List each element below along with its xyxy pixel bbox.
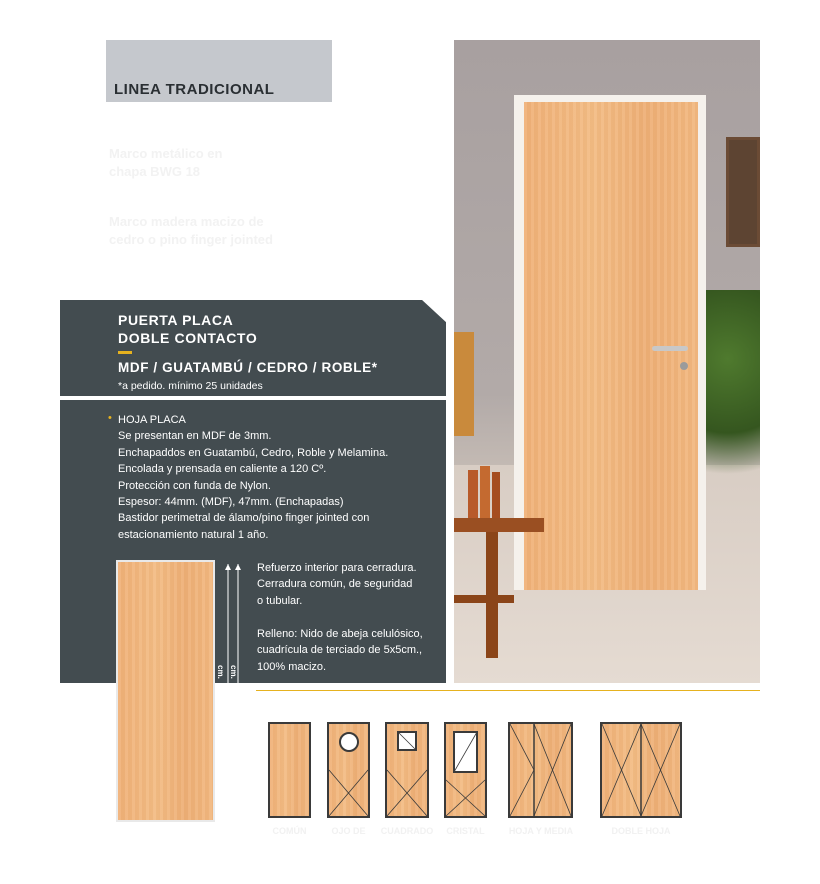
gold-divider [256,690,760,691]
book [468,470,478,518]
relleno-text: Relleno: Nido de abeja celulósico, cuadrícula de terciado de 5x5cm., 100% macizo. [257,628,423,673]
door-diagonals [446,724,485,816]
lamp-shade [454,332,474,436]
bullet-icon: • [108,412,112,424]
side-table-top [454,518,544,532]
door-variant-cuadrado [385,722,429,818]
frame-wood-text: Marco madera macizo de cedro o pino finger jointed [109,214,273,247]
hoja-line: Protección con funda de Nylon. [118,479,271,492]
variant-label: CRISTAL [446,826,485,836]
hoja-line: Encolada y prensada en caliente a 120 Cº. [118,463,327,476]
frame-metal-text: Marco metálico en chapa BWG 18 [109,146,223,179]
door-diagonals [602,724,680,816]
variant-label: COMÚN [272,826,307,836]
hoja-line: estacionamiento natural 1 año. [118,528,269,541]
hoja-line: Enchapaddos en Guatambú, Cedro, Roble y Melamina. [118,446,389,459]
variant-label: CUADRADO [380,826,434,836]
door-variant-doble-hoja [600,722,682,818]
book [492,472,500,518]
door-variant-ojo-de-buey [327,722,370,818]
product-note: *a pedido. mínimo 25 unidades [118,380,263,392]
door-variant-comun [268,722,311,818]
room-photo [454,40,760,683]
door-sample-large [118,562,213,820]
height-unit-2: cm. [229,665,238,679]
variant-label: DOBLE HOJA [611,826,671,836]
accent-divider [118,351,132,354]
variant-label: OJO DE [331,826,366,836]
product-materials: MDF / GUATAMBÚ / CEDRO / ROBLE* [118,360,378,375]
door-variant-cristal [444,722,487,818]
section-header [106,40,332,102]
section-title: LINEA TRADICIONAL [114,81,275,98]
table-shelf [454,595,514,603]
keyhole [680,362,688,370]
door-diagonals [387,724,427,816]
door-variant-hoja-y-media [508,722,573,818]
variant-label: HOJA Y MEDIA [508,826,574,836]
hoja-line: Espesor: 44mm. (MDF), 47mm. (Enchapadas) [118,496,344,509]
book [480,466,490,518]
wall-picture [726,137,760,247]
dimension-lines [214,558,246,826]
product-title: PUERTA PLACA DOBLE CONTACTO [118,312,258,346]
hoja-placa-block [118,412,388,543]
door-diagonals [510,724,571,816]
hoja-line: Bastidor perimetral de álamo/pino finger jointed con [118,512,370,525]
plant [706,290,760,520]
refuerzo-text: Refuerzo interior para cerradura. Cerradura común, de seguridad o tubular. [257,562,417,607]
door-diagonals [329,724,368,816]
hoja-line: Se presentan en MDF de 3mm. [118,430,272,443]
door-handle [652,346,688,351]
height-unit-1: cm. [216,665,225,679]
hoja-heading: HOJA PLACA [118,414,186,426]
